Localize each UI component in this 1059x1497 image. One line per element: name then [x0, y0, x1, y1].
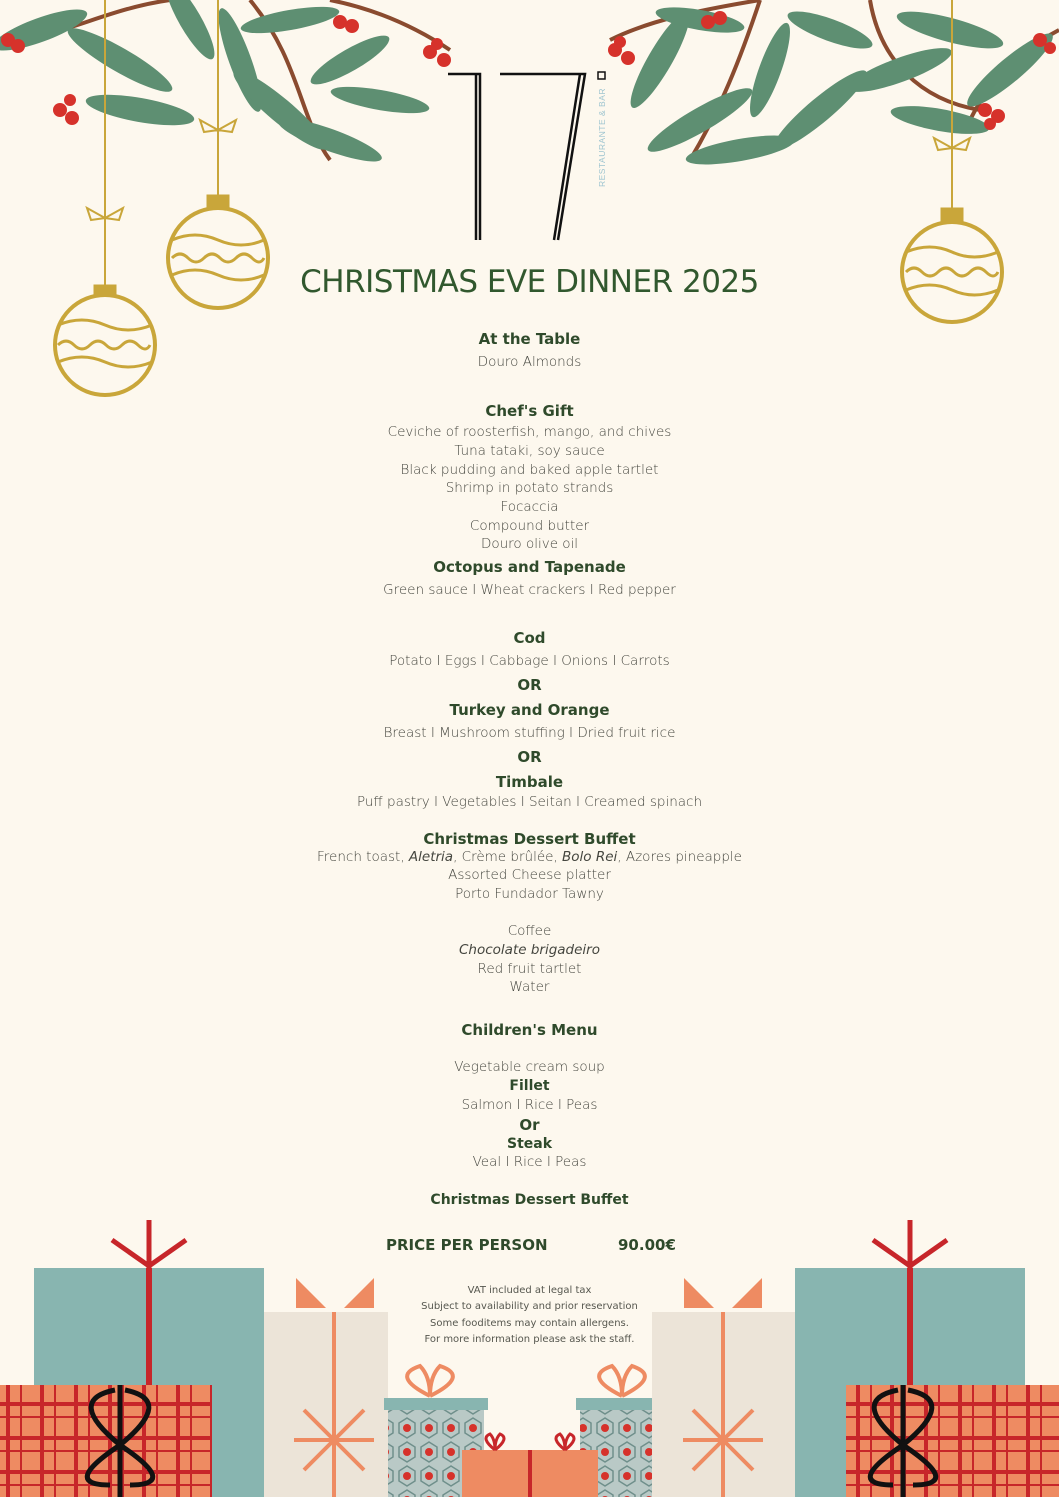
menu-item: Chocolate brigadeiro [459, 942, 600, 958]
menu-item: Douro olive oil [480, 536, 579, 552]
section-heading-table: At the Table [478, 330, 581, 348]
menu-item: Vegetable cream soup [454, 1059, 605, 1075]
section-heading-octopus: Octopus and Tapenade [433, 558, 626, 576]
section-heading-fillet: Fillet [509, 1078, 550, 1094]
gift-boxes [0, 1220, 1059, 1497]
menu-item: Douro Almonds [477, 354, 582, 370]
menu-item [0, 847, 1059, 867]
text-part: , Crème brûlée, [453, 849, 563, 865]
menu-item: Tuna tataki, soy sauce [454, 443, 605, 459]
menu-item: Porto Fundador Tawny [455, 886, 604, 902]
menu-item: Coffee [507, 923, 552, 939]
text-part: , Azores pineapple [617, 849, 742, 865]
section-heading-steak: Steak [506, 1136, 553, 1152]
menu-item: Red fruit tartlet [477, 961, 582, 977]
section-heading-timbale: Timbale [495, 773, 564, 791]
menu-item: Ceviche of roosterfish, mango, and chives [387, 424, 672, 440]
text-part: Aletria [408, 849, 454, 865]
section-heading-gift: Chef's Gift [485, 402, 574, 420]
text-part: French toast, [317, 849, 409, 865]
menu-item: Black pudding and baked apple tartlet [400, 462, 659, 478]
footnote: VAT included at legal tax [467, 1285, 592, 1296]
footnote: Subject to availability and prior reservation [421, 1301, 638, 1312]
menu-item: Assorted Cheese platter [448, 867, 611, 883]
menu-item: Green sauce I Wheat crackers I Red pepper [383, 582, 676, 598]
menu-item: Potato I Eggs I Cabbage I Onions I Carrots [389, 653, 670, 669]
menu-item: Veal I Rice I Peas [472, 1154, 587, 1170]
or-divider: Or [519, 1116, 540, 1134]
logo-subtitle: RESTAURANTE & BAR [597, 87, 607, 187]
menu-item: Salmon I Rice I Peas [461, 1097, 598, 1113]
or-divider: OR [517, 676, 542, 694]
price-value: 90.00€ [618, 1236, 676, 1254]
or-divider: OR [517, 748, 542, 766]
ornament-left-high [168, 0, 268, 308]
footnote: Some fooditems may contain allergens. [430, 1318, 629, 1329]
price-label: PRICE PER PERSON [386, 1236, 548, 1254]
section-heading-turkey: Turkey and Orange [449, 701, 610, 719]
page-title: CHRISTMAS EVE DINNER 2025 [300, 264, 759, 300]
menu-item: Focaccia [500, 499, 559, 515]
section-heading-cod: Cod [513, 629, 546, 647]
menu-item: Compound butter [469, 518, 590, 534]
menu-item: Water [509, 979, 550, 995]
menu-item: Breast I Mushroom stuffing I Dried fruit rice [383, 725, 676, 741]
section-heading-children-dessert: Christmas Dessert Buffet [430, 1192, 629, 1208]
menu-item: Puff pastry I Vegetables I Seitan I Creamed spinach [356, 794, 703, 810]
logo-17 [440, 70, 610, 245]
menu-item: Shrimp in potato strands [445, 480, 614, 496]
section-heading-children: Children's Menu [461, 1021, 598, 1039]
text-part: Bolo Rei [562, 849, 618, 865]
section-heading-dessert: Christmas Dessert Buffet [423, 830, 636, 848]
footnote: For more information please ask the staff. [424, 1334, 635, 1345]
